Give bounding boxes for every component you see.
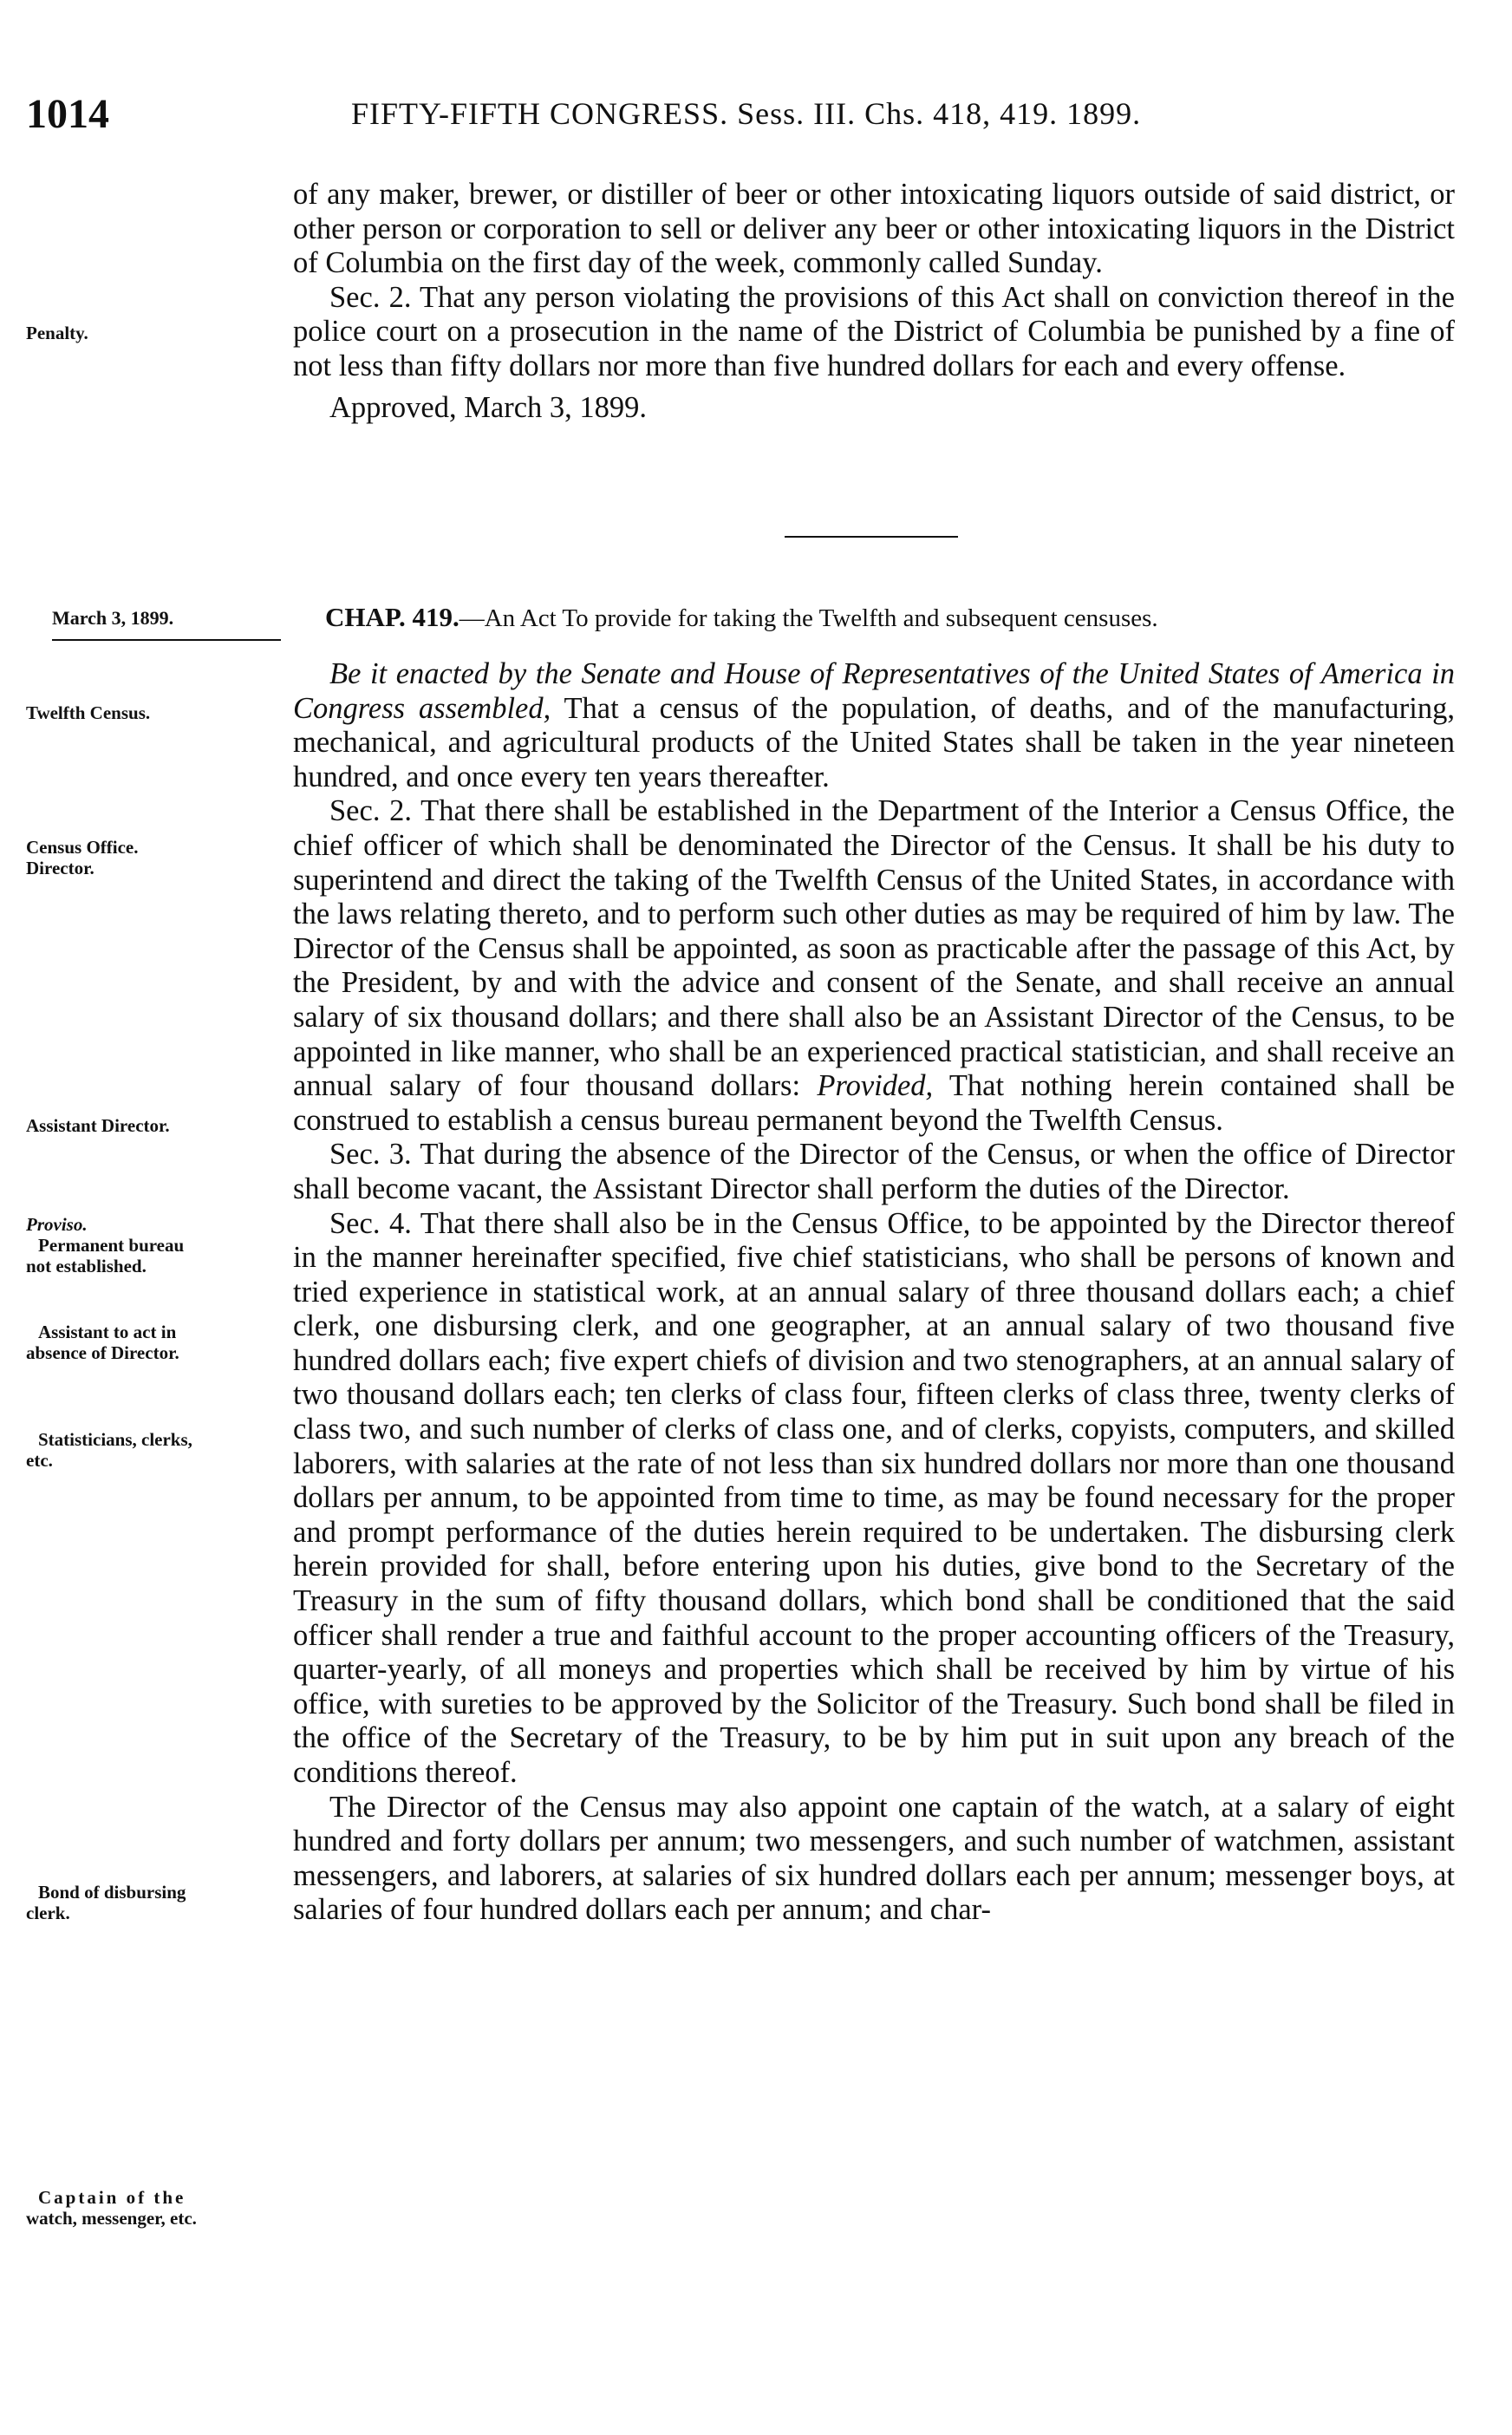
margin-note-line: etc. [26, 1450, 53, 1471]
margin-note-penalty: Penalty. [26, 323, 88, 343]
census-section-2 [293, 794, 1455, 1138]
chapter-divider [785, 536, 958, 538]
margin-note-line: Director. [26, 858, 94, 878]
margin-note-census-office [26, 837, 297, 878]
margin-note-line: Permanent bureau [38, 1235, 185, 1256]
margin-note-line: not established. [26, 1256, 147, 1276]
page-number: 1014 [26, 91, 109, 137]
margin-note-statisticians [26, 1429, 297, 1471]
margin-note-line: Census Office. [26, 837, 139, 858]
section-2: Sec. 2. That any person violating the provisions of this Act shall on conviction thereof in the police court on a prosecution in the name of the District of Columbia be punished by a fine of not less than fifty dollars nor more than five hundred dollars for each and every offense. [293, 280, 1455, 382]
chapter-title: —An Act To provide for taking the Twelfth and subsequent censuses. [459, 604, 1158, 632]
margin-note-line: watch, messenger, etc. [26, 2208, 197, 2229]
margin-note-proviso [26, 1214, 297, 1276]
date-rule [52, 639, 281, 641]
census-section-2-b: That nothing herein contained shall be construed to establish a census bureau permanent beyond the Twelfth Census. [293, 1069, 1455, 1137]
chapter-418-text [293, 178, 1455, 425]
enacting-formula: Be it enacted by the Senate and House of Representatives of the United States of America in Congress assembled, [293, 657, 1455, 725]
chapter-heading [325, 602, 1158, 633]
census-section-3: Sec. 3. That during the absence of the Director of the Census, or when the office of Director shall become vacant, the Assistant Director shall perform the duties of the Director. [293, 1138, 1455, 1205]
margin-note-line: Statisticians, clerks, [38, 1429, 192, 1450]
margin-note-bond [26, 1882, 297, 1923]
census-section-4: Sec. 4. That there shall also be in the Census Office, to be appointed by the Director thereof in the manner hereinafter specified, five chief statisticians, who shall be persons of known and tried experience in statistical work, at an annual salary of three thousand dollars each; a chief clerk, one disbursing clerk, and one geographer, at an annual salary of two thousand five hundred dollars each; five expert chiefs of division and two stenographers, at an annual salary of two thousand dollars each; ten clerks of class four, fifteen clerks of class three, twenty clerks of class two, and such number of clerks of class one, and of clerks, copyists, computers, and skilled laborers, with salaries at the rate of not less than six hundred dollars nor more than one thousand dollars per annum, to be appointed from time to time, as may be found necessary for the proper and prompt performance of the duties herein required to be undertaken. The disbursing clerk herein provided for shall, before entering upon his duties, give bond to the Secretary of the Treasury in the sum of fifty thousand dollars, which bond shall be conditioned that the said officer shall render a true and faithful account to the proper accounting officers of the Treasury, quarter-yearly, of all moneys and properties which shall be received by him by virtue of his office, with sureties to be approved by the Solicitor of the Treasury. Such bond shall be filed in the office of the Secretary of the Treasury, to be by him put in suit upon any breach of the conditions thereof. [293, 1206, 1455, 1789]
chapter-number: CHAP. 419. [325, 602, 459, 632]
approval-line: Approved, March 3, 1899. [329, 390, 648, 424]
section-1-tail: of any maker, brewer, or distiller of beer or other intoxicating liquors outside of said district, or other person or corporation to sell or deliver any beer or other intoxicating liquors in the District of Columbia on the first day of the week, commonly called Sunday. [293, 178, 1455, 280]
proviso-word: Provided, [817, 1069, 934, 1103]
margin-note-line: Assistant to act in [38, 1322, 177, 1342]
margin-note-line: Proviso. [26, 1214, 88, 1235]
margin-note-line: absence of Director. [26, 1342, 179, 1363]
margin-note-line: Bond of disbursing [38, 1882, 186, 1903]
running-head: FIFTY-FIFTH CONGRESS. Sess. III. Chs. 418, 419. 1899. [351, 96, 1142, 131]
enacting-text: That a census of the population, of deaths, and of the manufacturing, mechanical, and agricultural products of the United States shall be taken in the year nineteen hundred, and once every ten years thereafter. [293, 691, 1455, 793]
margin-note-captain [26, 2187, 297, 2229]
census-section-2-a: Sec. 2. That there shall be established in the Department of the Interior a Census Office, the chief officer of which shall be denominated the Director of the Census. It shall be his duty to superintend and direct the taking of the Twelfth Census of the United States, in accordance with the laws relating thereto, and to perform such other duties as may be required of him by law. The Director of the Census shall be appointed, as soon as practicable after the passage of this Act, by the President, by and with the advice and consent of the Senate, and shall receive an annual salary of six thousand dollars; and there shall also be an Assistant Director of the Census, to be appointed in like manner, who shall be an experienced practical statistician, and shall receive an annual salary of four thousand dollars: [293, 794, 1455, 1103]
margin-note-line: clerk. [26, 1903, 70, 1923]
margin-note-twelfth-census: Twelfth Census. [26, 702, 151, 723]
chapter-date: March 3, 1899. [52, 607, 174, 629]
margin-note-assistant-director: Assistant Director. [26, 1115, 170, 1136]
margin-note-line: Captain of the [38, 2187, 186, 2208]
chapter-419-text [293, 657, 1455, 1928]
margin-note-assistant-acting [26, 1322, 297, 1363]
watch-paragraph: The Director of the Census may also appoint one captain of the watch, at a salary of eight hundred and forty dollars per annum; two messengers, and such number of watchmen, assistant messengers, and laborers, at salaries of six hundred dollars each per annum; messenger boys, at salaries of four hundred dollars each per annum; and char- [293, 1790, 1455, 1927]
page-header [26, 90, 1448, 142]
enacting-clause [293, 657, 1455, 794]
